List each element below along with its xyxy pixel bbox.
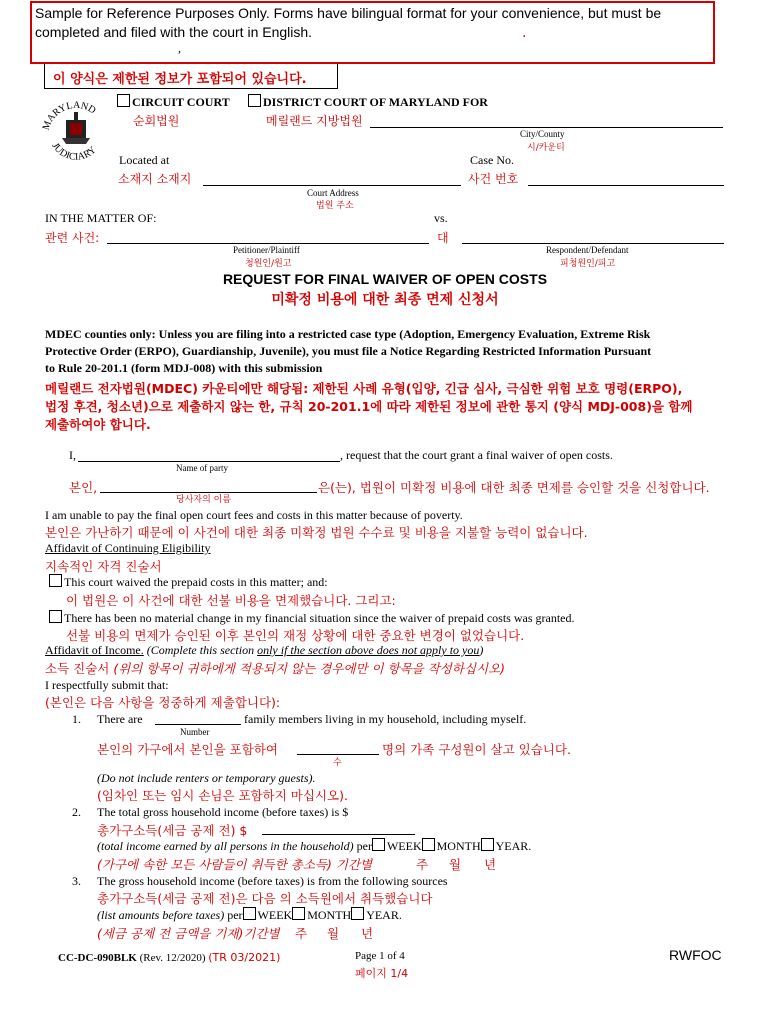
- item-2-month-kr: 월: [449, 857, 462, 872]
- located-at-label: Located at: [119, 153, 170, 167]
- item-3-week-kr: 주: [295, 926, 308, 941]
- continuing-eligibility-heading: Affidavit of Continuing Eligibility: [45, 541, 211, 555]
- city-county-caption: City/County: [520, 129, 565, 139]
- form-title: REQUEST FOR FINAL WAIVER OF OPEN COSTS: [222, 271, 548, 287]
- banner-dot-1: .: [522, 25, 527, 41]
- request-statement-kr: 은(는), 법원이 미확정 비용에 대한 최종 면제를 승인할 것을 신청합니다.: [318, 480, 710, 495]
- case-number-field[interactable]: [528, 185, 724, 186]
- prepaid-waived-option[interactable]: [49, 574, 328, 590]
- item-1-post-kr: 명의 가족 구성원이 살고 있습니다.: [382, 742, 571, 757]
- maryland-judiciary-seal: [40, 92, 112, 170]
- item-2-week-kr: 주: [416, 857, 429, 872]
- item-3-year-checkbox[interactable]: [351, 907, 364, 920]
- item-2-week-label: WEEK: [386, 839, 422, 853]
- form-translation-date: (TR 03/2021): [208, 951, 281, 964]
- item-3-number: 3.: [72, 874, 81, 888]
- seal-top-text: MARYLAND: [40, 99, 98, 132]
- item-3-week-checkbox[interactable]: [243, 907, 256, 920]
- name-of-party-caption: Name of party: [176, 463, 228, 473]
- item-3-month-checkbox[interactable]: [292, 907, 305, 920]
- located-at-label-kr: 소재지 소재지: [118, 172, 192, 186]
- affidavit-income-heading-kr: 소득 진술서 (위의 항목이 귀하에게 적용되지 않는 경우에만 이 항목을 작성하십시오): [45, 661, 506, 676]
- prepaid-waived-checkbox[interactable]: [49, 574, 62, 587]
- item-1-post: family members living in my household, including myself.: [244, 712, 527, 726]
- no-change-label-kr: 선불 비용의 면제가 승인된 이후 본인의 재정 상황에 대한 중요한 변경이 없었습니다.: [66, 628, 525, 643]
- number-caption-kr: 수: [333, 758, 342, 768]
- case-no-label: Case No.: [470, 153, 514, 167]
- form-id: [58, 951, 280, 964]
- mdec-notice-kr-2: 법정 후견, 청소년)으로 제출하지 않는 한, 규칙 20-201.1에 따라 제한된 정보에 관한 통지 (양식 MDJ-008)을 함께: [45, 399, 693, 414]
- gross-income-field[interactable]: [262, 834, 415, 835]
- item-2-number: 2.: [72, 805, 81, 819]
- item-3-week-label: WEEK: [257, 908, 293, 922]
- petitioner-field[interactable]: [107, 243, 429, 244]
- item-1-pre-kr: 본인의 가구에서 본인을 포함하여: [97, 742, 278, 757]
- item-2-period: [97, 838, 531, 854]
- item-1-note-kr: (임차인 또는 임시 손님은 포함하지 마십시오).: [97, 788, 348, 803]
- form-revision: (Rev. 12/2020): [139, 952, 206, 964]
- circuit-court-option[interactable]: [117, 94, 230, 110]
- number-caption: Number: [180, 727, 210, 737]
- poverty-statement: I am unable to pay the final open court fees and costs in this matter because of poverty.: [45, 508, 463, 522]
- request-i-label-kr: 본인,: [69, 480, 98, 495]
- banner-line-2: completed and filed with the court in English.: [35, 24, 313, 40]
- banner-line-1: Sample for Reference Purposes Only. Forms have bilingual format for your convenience, but must be: [35, 5, 662, 21]
- mdec-notice-line-1: MDEC counties only: Unless you are filing into a restricted case type (Adoption, Emergency Evaluation, Extreme Risk: [45, 327, 651, 341]
- vs-label-kr: 대: [437, 231, 449, 245]
- court-address-caption-kr: 법원 주소: [316, 201, 354, 211]
- continuing-eligibility-heading-kr: 지속적인 자격 진술서: [45, 559, 162, 574]
- circuit-court-label-kr: 순회법원: [133, 114, 180, 128]
- item-2-month-label: MONTH: [436, 839, 481, 853]
- petitioner-caption: Petitioner/Plaintiff: [233, 245, 300, 255]
- item-3-note-kr: (세금 공제 전 금액을 기재)기간별: [97, 926, 280, 941]
- item-3-year-label: YEAR.: [366, 908, 402, 922]
- prepaid-waived-label-kr: 이 법원은 이 사건에 대한 선불 비용을 면제했습니다. 그리고:: [66, 593, 396, 608]
- item-2-month-checkbox[interactable]: [422, 838, 435, 851]
- page-number-kr: 페이지 1/4: [355, 967, 409, 980]
- mdec-notice-line-3: to Rule 20-201.1 (form MDJ-008) with this submission: [45, 361, 323, 375]
- party-name-field[interactable]: [78, 461, 340, 462]
- district-court-option[interactable]: [248, 94, 488, 110]
- form-id-code: CC-DC-090BLK: [58, 952, 137, 964]
- restricted-notice-kr: 이 양식은 제한된 정보가 포함되어 있습니다.: [53, 72, 307, 87]
- page-number: Page 1 of 4: [355, 950, 405, 962]
- request-statement: , request that the court grant a final waiver of open costs.: [340, 448, 613, 462]
- poverty-statement-kr: 본인은 가난하기 때문에 이 사건에 대한 최종 미확정 법원 수수료 및 비용을 지불할 능력이 없습니다.: [45, 525, 588, 540]
- item-1-pre: There are: [97, 712, 143, 726]
- respectfully-submit: I respectfully submit that:: [45, 678, 169, 692]
- seal-bottom-text: JUDICIARY: [49, 141, 99, 163]
- matter-label: IN THE MATTER OF:: [45, 211, 157, 225]
- item-2-per: per: [356, 839, 372, 853]
- no-change-label: There has been no material change in my financial situation since the waiver of prepaid costs was granted.: [64, 611, 575, 625]
- item-3-month-label: MONTH: [307, 908, 352, 922]
- form-code: RWFOC: [669, 947, 722, 963]
- respectfully-submit-kr: (본인은 다음 사항을 정중하게 제출합니다):: [45, 695, 281, 710]
- prepaid-waived-label: This court waived the prepaid costs in this matter; and:: [64, 575, 328, 589]
- item-1-number: 1.: [72, 712, 81, 726]
- household-members-field[interactable]: [155, 724, 241, 725]
- affidavit-income-note: (Complete this section only if the section above does not apply to you): [146, 643, 484, 657]
- item-3-per: per: [227, 908, 243, 922]
- affidavit-income-title: Affidavit of Income.: [45, 643, 144, 657]
- item-3-month-kr: 월: [327, 926, 340, 941]
- city-county-caption-kr: 시/카운티: [527, 143, 565, 153]
- petitioner-caption-kr: 청원인/원고: [245, 259, 292, 269]
- district-court-label-kr: 메릴랜드 지방법원: [266, 114, 363, 128]
- item-3-period: [97, 907, 402, 923]
- district-court-label: DISTRICT COURT OF MARYLAND FOR: [263, 95, 488, 109]
- no-change-checkbox[interactable]: [49, 610, 62, 623]
- mdec-notice-line-2: Protective Order (ERPO), Guardianship, Juvenile), you must file a Notice Regarding Restricted Information Pursuant: [45, 344, 652, 358]
- vs-label: vs.: [434, 211, 448, 225]
- no-change-option[interactable]: [49, 610, 574, 626]
- case-no-label-kr: 사건 번호: [468, 172, 519, 186]
- affidavit-income-heading: [45, 643, 483, 658]
- item-2-year-checkbox[interactable]: [481, 838, 494, 851]
- item-2-text-kr: 총가구소득(세금 공제 전) $: [97, 823, 248, 838]
- item-2-week-checkbox[interactable]: [372, 838, 385, 851]
- county-field[interactable]: [370, 127, 723, 128]
- item-3-text-kr: 총가구소득(세금 공제 전)은 다음 의 소득원에서 취득했습니다: [97, 891, 433, 906]
- court-address-caption: Court Address: [307, 188, 359, 198]
- item-2-text: The total gross household income (before taxes) is $: [97, 805, 349, 819]
- sample-banner: [30, 1, 715, 64]
- mdec-notice-kr-3: 제출하여야 합니다.: [45, 417, 151, 432]
- item-3-text: The gross household income (before taxes) is from the following sources: [97, 874, 448, 888]
- respondent-caption: Respondent/Defendant: [546, 245, 629, 255]
- item-2-year-kr: 년: [484, 857, 497, 872]
- item-2-note: (total income earned by all persons in the household): [97, 839, 354, 853]
- respondent-field[interactable]: [462, 243, 724, 244]
- item-2-year-label: YEAR.: [495, 839, 532, 853]
- respondent-caption-kr: 피청원인/피고: [560, 259, 616, 269]
- name-of-party-caption-kr: 당사자의 이름: [176, 495, 232, 505]
- item-3-year-kr: 년: [361, 926, 374, 941]
- circuit-court-label: CIRCUIT COURT: [132, 95, 230, 109]
- court-address-field[interactable]: [203, 185, 461, 186]
- item-3-note: (list amounts before taxes): [97, 908, 225, 922]
- form-title-kr: 미확정 비용에 대한 최종 면제 신청서: [271, 292, 499, 308]
- district-court-checkbox[interactable]: [248, 94, 261, 107]
- banner-dot-2: ,: [178, 41, 181, 55]
- matter-label-kr: 관련 사건:: [45, 231, 100, 245]
- seal-graphic: [40, 92, 112, 170]
- mdec-notice-kr-1: 메릴랜드 전자법원(MDEC) 카운티에만 해당됨: 제한된 사례 유형(입양, 긴급 심사, 극심한 위험 보호 명령(ERPO),: [45, 381, 683, 396]
- item-1-note: (Do not include renters or temporary guests).: [97, 771, 316, 785]
- request-i-label: I,: [69, 448, 76, 462]
- item-2-note-kr: (가구에 속한 모든 사람들이 취득한 총소득) 기간별: [97, 857, 373, 872]
- circuit-court-checkbox[interactable]: [117, 94, 130, 107]
